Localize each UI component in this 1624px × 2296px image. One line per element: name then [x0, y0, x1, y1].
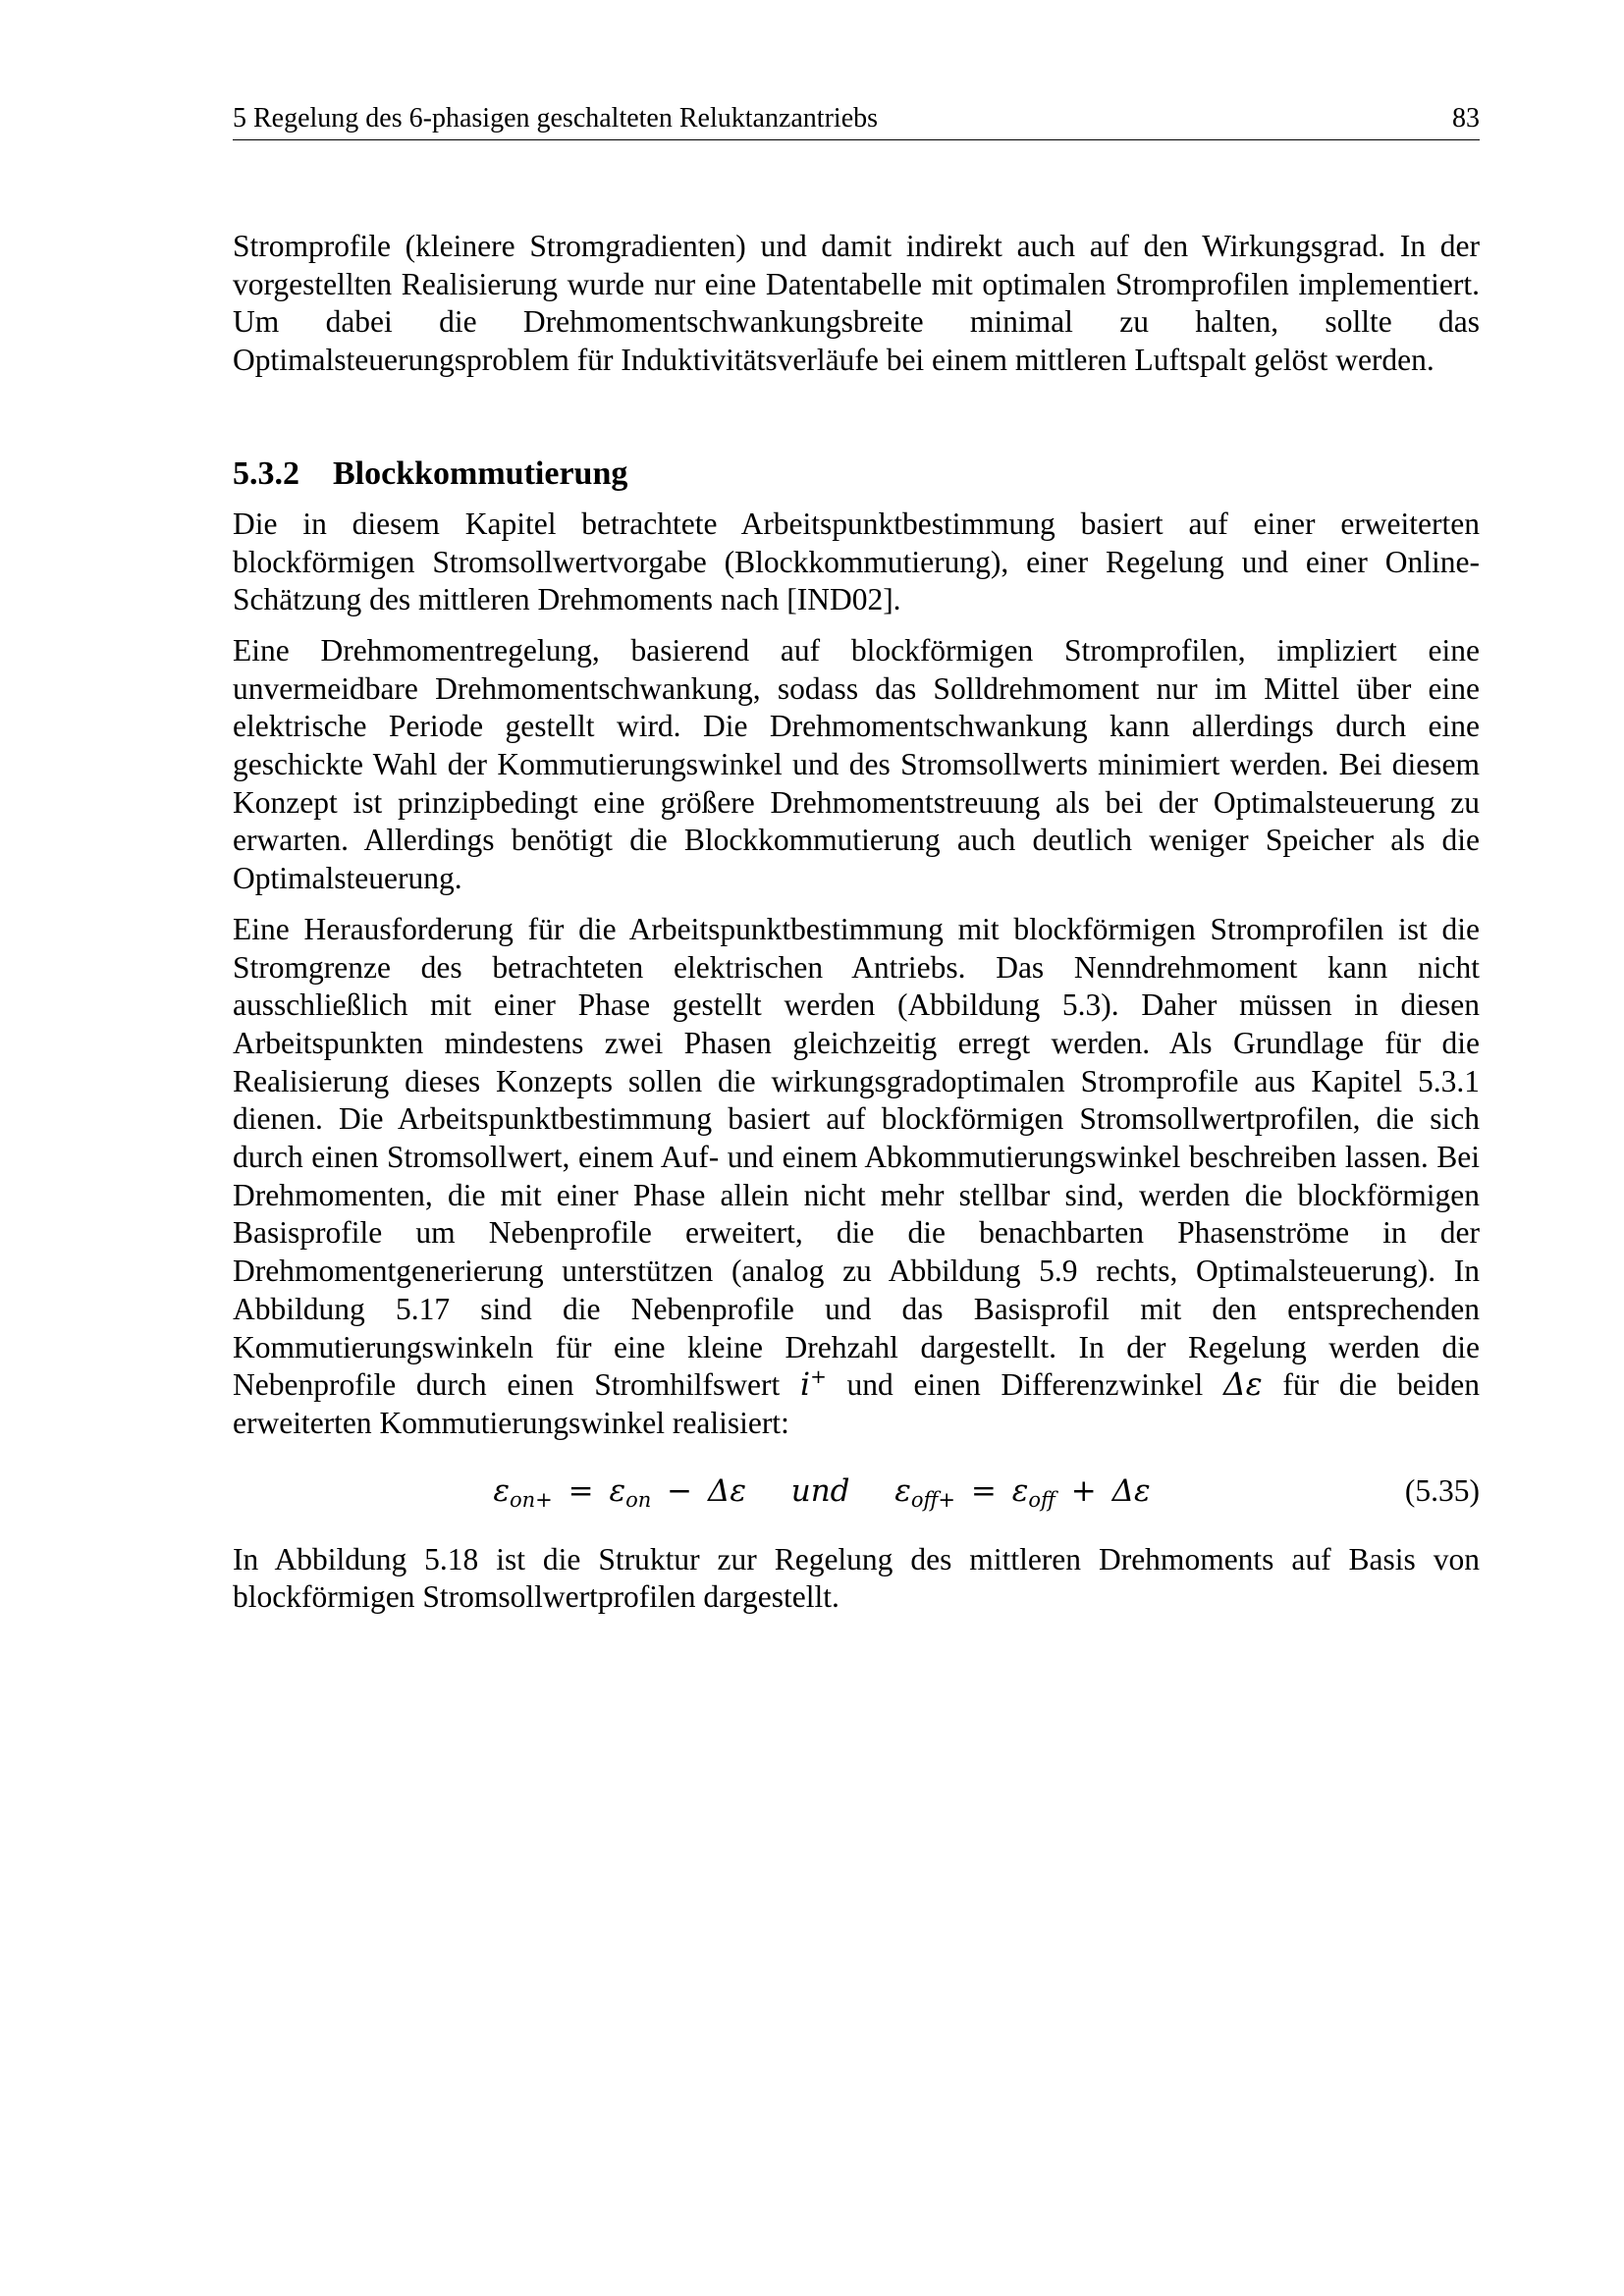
page-number: 83 — [1452, 103, 1480, 133]
eq-eps-on-plus: ε — [493, 1472, 511, 1509]
paragraph-5: In Abbildung 5.18 ist die Struktur zur Regelung des mittleren Drehmoments auf Basis von blockförmigen Stromsollwertprofilen dargestellt. — [233, 1541, 1480, 1615]
paragraph-4 — [233, 911, 1480, 1443]
equation-number: (5.35) — [1404, 1472, 1480, 1508]
current-aux-symbol — [799, 1364, 827, 1404]
paragraph-4-text-c: für die beiden erweiterten Kommutierungswinkel realisiert: — [233, 1367, 1480, 1440]
eq-plus: + — [1070, 1472, 1097, 1509]
eq-sub-on-plus: on+ — [510, 1487, 553, 1512]
current-aux-plus: + — [810, 1364, 827, 1389]
eq-delta-eps-1: Δε — [708, 1472, 747, 1509]
page-content — [233, 228, 1480, 1617]
section-number: 5.3.2 — [233, 454, 299, 492]
paragraph-3: Eine Drehmomentregelung, basierend auf blockförmigen Stromprofilen, impliziert eine unvermeidbare Drehmomentschwankung, sodass das Solldrehmoment nur im Mittel über eine elektrische Periode gestellt wird. Die Drehmomentschwankung kann allerdings durch eine geschickte Wahl der Kommutierungswinkel und des Stromsollwerts minimiert werden. Bei diesem Konzept ist prinzipbedingt eine größere Drehmomentstreuung als bei der Optimalsteuerung zu erwarten. Allerdings benötigt die Blockkommutierung auch deutlich weniger Speicher als die Optimalsteuerung. — [233, 632, 1480, 896]
eq-sub-off-plus: off+ — [910, 1487, 956, 1512]
paragraph-1: Stromprofile (kleinere Stromgradienten) und damit indirekt auch auf den Wirkungsgrad. In der vorgestellten Realisierung wurde nur eine Datentabelle mit optimalen Stromprofilen implementiert. Um dabei die Drehmomentschwankungsbreite minimal zu halten, sollte das Optimalsteuerungsproblem für Induktivitätsverläufe bei einem mittleren Luftspalt gelöst werden. — [233, 229, 1480, 378]
paragraph-4-text-a: Eine Herausforderung für die Arbeitspunktbestimmung mit blockförmigen Stromprofilen ist die Stromgrenze des betrachteten elektrischen Antriebs. Das Nenndrehmoment kann nicht ausschließlich mit einer Phase gestellt werden (Abbildung 5.3). Daher müssen in diesen Arbeitspunkten mindestens zwei Phasen gleichzeitig erregt werden. Als Grundlage für die Realisierung dieses Konzepts sollen die wirkungsgradoptimalen Stromprofile aus Kapitel 5.3.1 dienen. Die Arbeitspunktbestimmung basiert auf blockförmigen Stromsollwertprofilen, die sich durch einen Stromsollwert, einem Auf- und einem Abkommutierungswinkel beschreiben lassen. Bei Drehmomenten, die mit einer Phase allein nicht mehr stellbar sind, werden die blockförmigen Basisprofile um Nebenprofile erweitert, die die benachbarten Phasenströme in der Drehmomentgenerierung unterstützen (analog zu Abbildung 5.9 rechts, Optimalsteuerung). In Abbildung 5.17 sind die Nebenprofile und das Basisprofil mit den entsprechenden Kommutierungswinkeln für eine kleine Drehzahl dargestellt. In der Regelung werden die Nebenprofile durch einen Stromhilfswert — [233, 911, 1480, 1403]
eq-eps-off-plus: ε — [894, 1472, 911, 1509]
eq-minus: − — [667, 1472, 693, 1509]
eq-equals-1: = — [568, 1472, 594, 1509]
eq-sub-off: off — [1028, 1487, 1056, 1512]
paragraph-2: Die in diesem Kapitel betrachtete Arbeitspunktbestimmung basiert auf einer erweiterten blockförmigen Stromsollwertvorgabe (Blockkommutierung), einer Regelung und einer Online-Schätzung des mittleren Drehmoments nach [IND02]. — [233, 506, 1480, 617]
equation-5-35 — [233, 1467, 1480, 1516]
eq-eps-off: ε — [1011, 1472, 1029, 1509]
section-title: Blockkommutierung — [333, 454, 628, 492]
eq-und: und — [790, 1472, 850, 1509]
eq-equals-2: = — [970, 1472, 997, 1509]
eq-sub-on: on — [625, 1487, 652, 1512]
page-header — [233, 98, 1480, 140]
eq-delta-eps-2: Δε — [1111, 1472, 1151, 1509]
current-aux-i: i — [799, 1367, 811, 1404]
eq-eps-on: ε — [609, 1472, 626, 1509]
equation-body — [233, 1467, 1480, 1524]
delta-epsilon-inline: Δε — [1223, 1367, 1263, 1404]
section-heading — [233, 453, 1480, 496]
running-title: 5 Regelung des 6-phasigen geschalteten Reluktanzantriebs — [233, 103, 879, 133]
paragraph-4-text-b: und einen Differenzwinkel — [846, 1367, 1204, 1403]
